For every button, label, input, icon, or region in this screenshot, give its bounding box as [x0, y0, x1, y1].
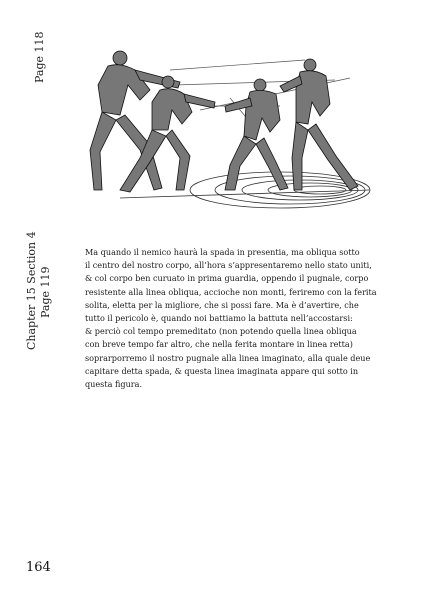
- page-119-label: Page 119: [39, 266, 52, 318]
- text-line: capitare detta spada, & questa linea imaginata appare qui sotto in: [85, 365, 359, 376]
- text-line: con breve tempo far altro, che nella ferita montare in linea retta): [85, 339, 353, 350]
- text-line: & col corpo ben curuato in prima guardia, oppendo il pugnale, corpo: [85, 273, 369, 284]
- page-number: 164: [26, 560, 51, 575]
- text-line: & perciò col tempo premeditato (non potendo quella linea obliqua: [85, 326, 357, 337]
- fencing-figures-illustration: [80, 40, 380, 220]
- text-line: tutto il pericolo è, quando noi battiamo la battuta nell’accostarsi:: [85, 313, 353, 324]
- page-118-label: Page 118: [33, 31, 46, 83]
- chapter-section-label: Chapter 15 Section 4: [25, 231, 38, 350]
- text-line: il centro del nostro corpo, all’hora s’appresentaremo nello stato uniti,: [85, 260, 372, 271]
- text-line: questa figura.: [85, 379, 143, 390]
- text-line: soprarporremo il nostro pugnale alla linea imaginato, alla quale deue: [85, 352, 371, 363]
- text-line: solita, eletta per la migliore, che si possi fare. Ma è d’avertire, che: [85, 299, 359, 310]
- text-line: resistente alla linea obliqua, accioche non monti, feriremo con la ferita: [85, 286, 377, 297]
- text-line: Ma quando il nemico haurà la spada in presentia, ma obliqua sotto: [85, 247, 360, 257]
- body-paragraph: [85, 246, 381, 391]
